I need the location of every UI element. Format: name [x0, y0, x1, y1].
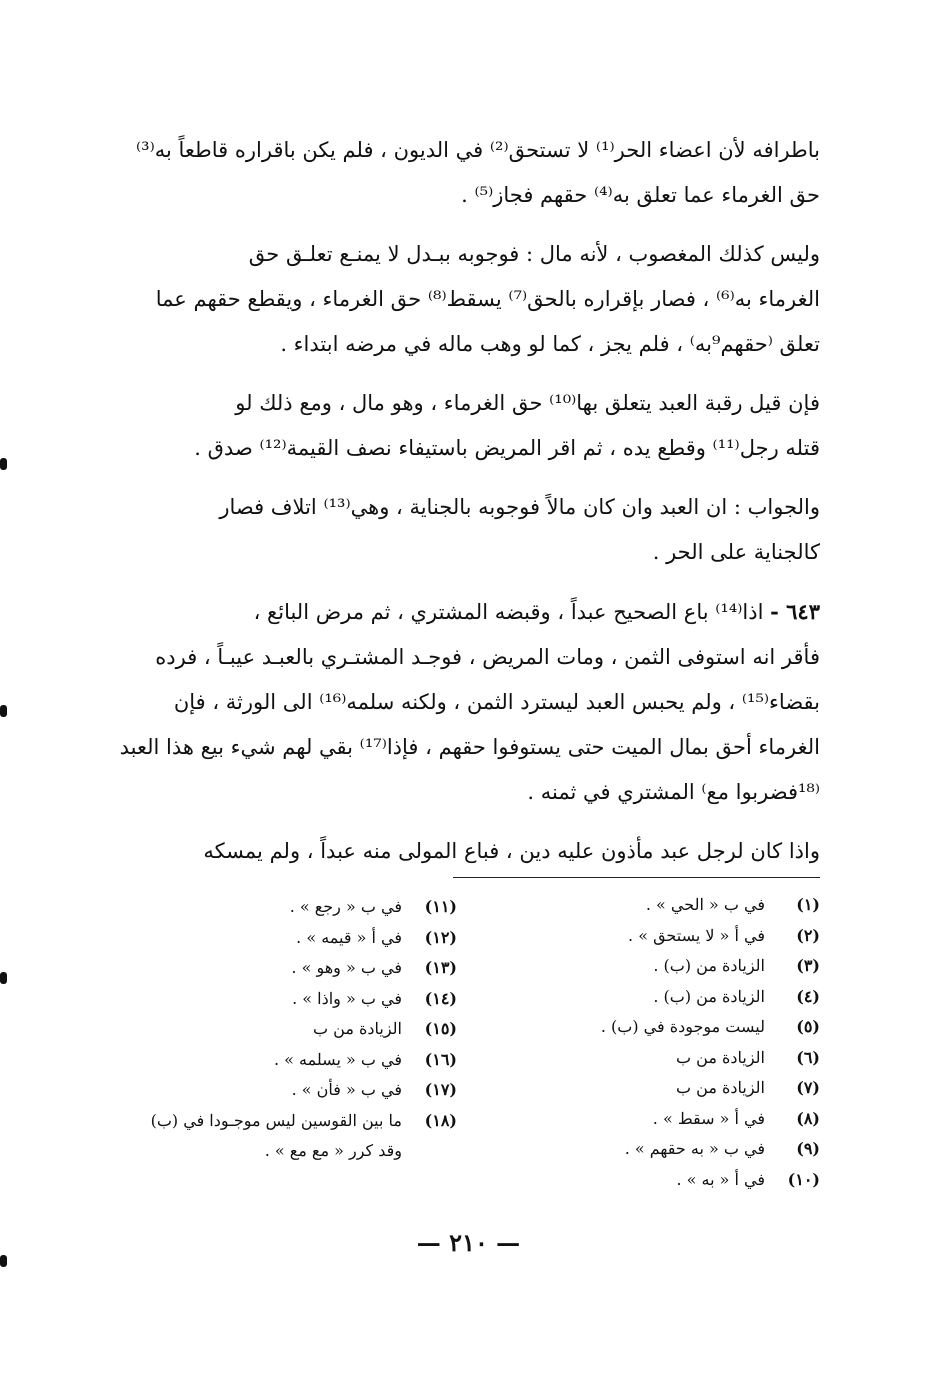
footnote — [470, 890, 820, 921]
footnote — [112, 984, 457, 1015]
scan-edge-mark — [0, 972, 7, 984]
text-line: الغرماء به⁽⁶⁾ ، فصار بإقراره بالحق⁽⁷⁾ يسقط⁽⁸⁾ حق الغرماء ، ويقطع حقهم عما — [155, 287, 820, 311]
footnote-text: في ب « يسلمه » . — [274, 1049, 402, 1069]
footnote-text: الزيادة من ب — [676, 1078, 765, 1097]
footnote-number: (٥) — [796, 1017, 820, 1036]
text-line: قتله رجل⁽¹¹⁾ وقطع يده ، ثم اقر المريض باستيفاء نصف القيمة⁽¹²⁾ صدق . — [194, 436, 820, 460]
text-line: تعلق ⁽حقهم⁹به⁾ ، فلم يجز ، كما لو وهب ماله في مرضه ابتداء . — [280, 332, 820, 356]
scan-edge-mark — [0, 458, 7, 470]
scan-edge-mark — [0, 1255, 7, 1267]
paragraph-2 — [112, 232, 820, 367]
paragraph-1 — [112, 128, 820, 218]
text-line: فإن قيل رقبة العبد يتعلق بها⁽¹⁰⁾ حق الغرماء ، وهو مال ، ومع ذلك لو — [235, 391, 820, 415]
footnote-text: ليست موجودة في (ب) . — [600, 1017, 765, 1036]
footnote — [112, 1075, 457, 1106]
footnote-number: (١٢) — [424, 927, 457, 947]
footnote-number: (٤) — [796, 986, 820, 1006]
text-line: واذا كان لرجل عبد مأذون عليه دين ، فباع المولى منه عبداً ، ولم يمسكه — [203, 839, 820, 863]
paragraph-5 — [112, 589, 820, 815]
footnote-number: (١٣) — [424, 958, 457, 977]
footnote-text: ما بين القوسين ليس موجـودا في (ب) — [150, 1110, 402, 1130]
footnote-text: الزيادة من ب — [313, 1019, 402, 1038]
text-line: وليس كذلك المغصوب ، لأنه مال : فوجوبه ببـدل لا يمنـع تعلـق حق — [248, 242, 820, 266]
footnote-number: (٦) — [796, 1047, 820, 1067]
footnote-text: الزيادة من (ب) . — [653, 956, 765, 975]
footnote — [470, 1073, 820, 1104]
page-number: — ٢١٠ — — [416, 1228, 521, 1257]
footnote-divider — [453, 877, 820, 878]
footnote-number: (٣) — [796, 956, 820, 975]
text-line: فأقر انه استوفى الثمن ، ومات المريض ، فوجـد المشتـري بالعبـد عيبـاً ، فرده — [155, 645, 820, 669]
footnote — [112, 953, 457, 984]
footnote-number: (٩) — [796, 1139, 820, 1158]
footnote — [112, 892, 457, 923]
footnote — [470, 1012, 820, 1043]
footnote-number: (١٥) — [424, 1019, 457, 1038]
footnotes-right-column — [470, 890, 820, 1195]
footnote — [470, 1134, 820, 1165]
footnote-number: (١٠) — [787, 1169, 820, 1189]
paragraph-4 — [112, 485, 820, 575]
footnote-text: في أ « به » . — [676, 1169, 765, 1189]
footnote-number: (٢) — [796, 925, 820, 945]
paragraph-3 — [112, 381, 820, 471]
footnote-text: في ب « رجع » . — [289, 897, 402, 916]
text-fragment: اذا⁽¹⁴⁾ باع الصحيح عبداً ، وقبضه المشتري ، ثم مرض البائع ، — [253, 600, 764, 624]
text-line — [112, 589, 820, 635]
paragraph-6 — [112, 829, 820, 874]
footnote-text: الزيادة من ب — [676, 1047, 765, 1067]
footnote — [112, 1014, 457, 1045]
footnote-text: في ب « وهو » . — [291, 958, 402, 977]
footnote-text: في ب « فأن » . — [291, 1080, 402, 1099]
text-line: بقضاء⁽¹⁵⁾ ، ولم يحبس العبد ليسترد الثمن ، ولكنه سلمه⁽¹⁶⁾ الى الورثة ، فإن — [173, 690, 820, 714]
footnote-number: (١٦) — [424, 1049, 457, 1069]
footnote — [470, 1104, 820, 1135]
footnote-text: في ب « الحي » . — [645, 895, 765, 914]
footnote — [470, 1165, 820, 1196]
footnotes-left-column — [112, 892, 457, 1167]
text-line: الغرماء أحق بمال الميت حتى يستوفوا حقهم ، فإذا⁽¹⁷⁾ بقي لهم شيء بيع هذا العبد — [119, 735, 820, 759]
text-line: باطرافه لأن اعضاء الحر⁽¹⁾ لا تستحق⁽²⁾ في الديون ، فلم يكن باقراره قاطعاً به⁽³⁾ — [136, 138, 820, 162]
footnote-number: (٨) — [796, 1108, 820, 1128]
footnote — [470, 921, 820, 952]
section-number: ٦٤٣ - — [770, 599, 820, 624]
text-line: والجواب : ان العبد وان كان مالاً فوجوبه بالجناية ، وهي⁽¹³⁾ اتلاف فصار — [219, 495, 820, 519]
footnote-text: في أ « لا يستحق » . — [628, 925, 765, 945]
footnote — [112, 923, 457, 954]
footnote — [112, 1045, 457, 1076]
footnote-number: (١) — [796, 895, 820, 914]
main-text — [112, 128, 820, 888]
footnote-continuation: وقد كرر « مع مع » . — [264, 1141, 402, 1160]
text-line: كالجناية على الحر . — [652, 540, 820, 564]
text-line: ⁽¹⁸فضربوا مع⁾ المشتري في ثمنه . — [527, 780, 820, 804]
footnote-number: (١٤) — [424, 988, 457, 1008]
footnote-text: في أ « قيمه » . — [296, 927, 402, 947]
footnote — [112, 1106, 457, 1137]
footnote — [470, 951, 820, 982]
scan-edge-mark — [0, 705, 7, 717]
footnote-text: في أ « سقط » . — [652, 1108, 765, 1128]
footnote — [470, 982, 820, 1013]
footnote — [470, 1043, 820, 1074]
footnote-text: في ب « واذا » . — [292, 988, 402, 1008]
footnote-text: في ب « به حقهم » . — [624, 1139, 765, 1158]
text-line: حق الغرماء عما تعلق به⁽⁴⁾ حقهم فجاز⁽⁵⁾ . — [461, 183, 820, 207]
footnote-number: (١١) — [424, 897, 457, 916]
footnote-number: (٧) — [796, 1078, 820, 1097]
footnote-number: (١٨) — [424, 1110, 457, 1130]
footnote-number: (١٧) — [424, 1080, 457, 1099]
footnote-text: الزيادة من (ب) . — [653, 986, 765, 1006]
